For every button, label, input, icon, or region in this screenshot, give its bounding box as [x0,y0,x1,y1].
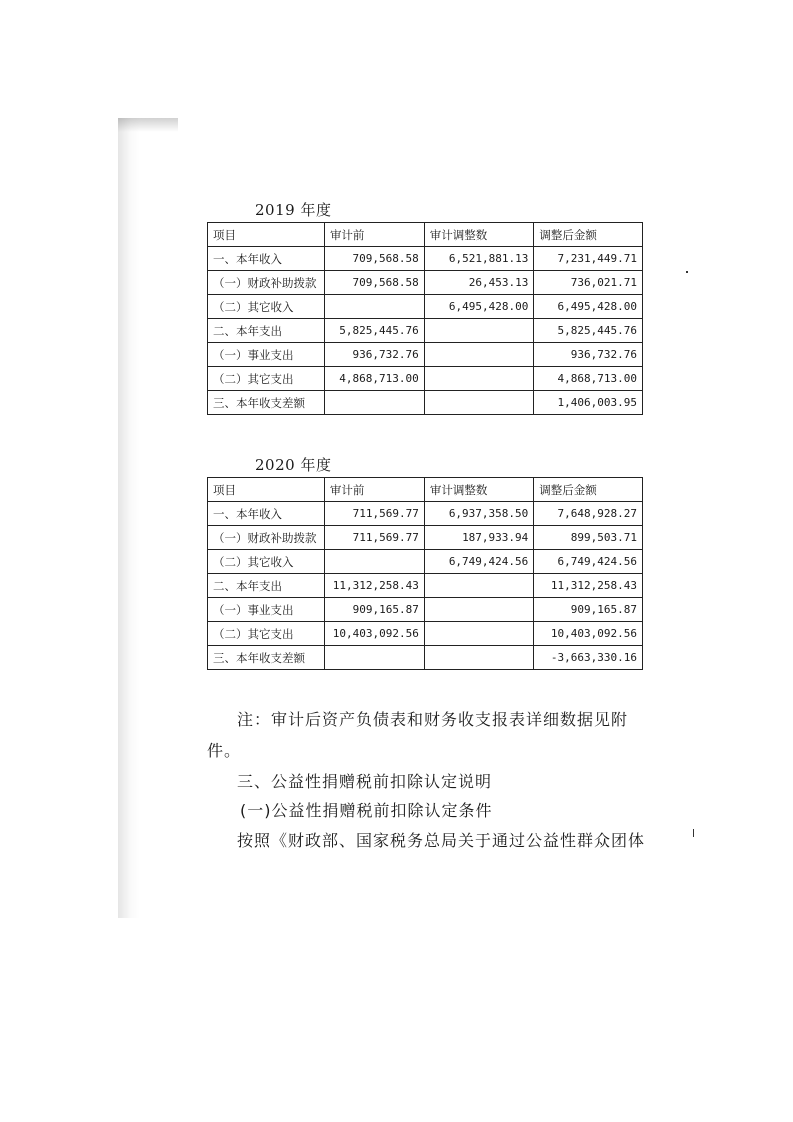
cell-adjusted: 7,231,449.71 [534,247,643,271]
cell-adjusted: 10,403,092.56 [534,622,643,646]
cell-before-audit: 709,568.58 [324,247,424,271]
cell-adjustment [424,646,533,670]
column-header: 调整后金额 [534,478,643,502]
note-line-2: 件。 [207,741,242,760]
cell-adjusted: 899,503.71 [534,526,643,550]
cell-adjusted: 736,021.71 [534,271,643,295]
scan-shadow-left [118,118,140,918]
cell-adjustment [424,622,533,646]
column-header: 审计调整数 [424,223,534,247]
table-header-row [208,478,643,502]
cell-adjustment: 187,933.94 [424,526,533,550]
cell-before-audit: 909,165.87 [324,598,424,622]
cell-adjustment [424,343,534,367]
row-label: 一、本年收入 [208,502,325,526]
row-label: 三、本年收支差额 [208,646,325,670]
column-header: 审计前 [324,223,424,247]
table-row [208,295,643,319]
row-label: （一）事业支出 [208,343,325,367]
cell-before-audit: 711,569.77 [324,502,424,526]
subsection-heading: (一)公益性捐赠税前扣除认定条件 [240,801,493,820]
cell-adjustment: 6,521,881.13 [424,247,534,271]
audit-table-2020 [207,477,643,670]
table-row [208,574,643,598]
cell-adjustment: 26,453.13 [424,271,534,295]
cell-before-audit [324,550,424,574]
body-paragraph: 按照《财政部、国家税务总局关于通过公益性群众团体 [237,831,646,850]
cell-adjustment [424,367,534,391]
table-row [208,319,643,343]
cell-before-audit: 709,568.58 [324,271,424,295]
row-label: 一、本年收入 [208,247,325,271]
table-row [208,391,643,415]
row-label: （二）其它收入 [208,295,325,319]
row-label: （二）其它收入 [208,550,325,574]
cell-adjusted: 7,648,928.27 [534,502,643,526]
cell-adjusted: 909,165.87 [534,598,643,622]
cell-adjustment [424,574,533,598]
table-2019-heading: 2019 年度 [255,201,332,219]
cell-adjustment: 6,495,428.00 [424,295,534,319]
column-header: 项目 [208,223,325,247]
cell-before-audit [324,295,424,319]
scan-speck [686,271,688,273]
cell-adjustment: 6,749,424.56 [424,550,533,574]
audit-table-2019 [207,222,643,415]
scan-speck [693,829,694,837]
table-row [208,343,643,367]
row-label: （一）财政补助拨款 [208,271,325,295]
row-label: 二、本年支出 [208,574,325,598]
cell-adjusted: 6,749,424.56 [534,550,643,574]
table-row [208,502,643,526]
scan-shadow-top [118,118,178,132]
cell-adjustment: 6,937,358.50 [424,502,533,526]
table-row [208,526,643,550]
cell-adjusted: 11,312,258.43 [534,574,643,598]
row-label: （二）其它支出 [208,622,325,646]
cell-before-audit: 10,403,092.56 [324,622,424,646]
table-row [208,550,643,574]
cell-adjusted: 6,495,428.00 [534,295,643,319]
table-row [208,247,643,271]
cell-before-audit: 5,825,445.76 [324,319,424,343]
section-heading: 三、公益性捐赠税前扣除认定说明 [237,772,493,791]
cell-adjusted: 4,868,713.00 [534,367,643,391]
cell-adjusted: 936,732.76 [534,343,643,367]
cell-adjustment [424,598,533,622]
cell-before-audit: 11,312,258.43 [324,574,424,598]
cell-adjusted: 5,825,445.76 [534,319,643,343]
column-header: 项目 [208,478,325,502]
table-row [208,646,643,670]
cell-adjustment [424,319,534,343]
cell-adjustment [424,391,534,415]
row-label: （二）其它支出 [208,367,325,391]
cell-before-audit: 4,868,713.00 [324,367,424,391]
column-header: 调整后金额 [534,223,643,247]
cell-adjusted: -3,663,330.16 [534,646,643,670]
table-row [208,598,643,622]
cell-before-audit: 936,732.76 [324,343,424,367]
row-label: （一）事业支出 [208,598,325,622]
note-line-1: 注：审计后资产负债表和财务收支报表详细数据见附 [237,710,629,729]
cell-before-audit [324,646,424,670]
column-header: 审计前 [324,478,424,502]
cell-before-audit [324,391,424,415]
table-row [208,367,643,391]
row-label: （一）财政补助拨款 [208,526,325,550]
table-row [208,271,643,295]
table-row [208,622,643,646]
table-header-row [208,223,643,247]
row-label: 二、本年支出 [208,319,325,343]
column-header: 审计调整数 [424,478,533,502]
table-2020-heading: 2020 年度 [255,456,332,474]
row-label: 三、本年收支差额 [208,391,325,415]
cell-before-audit: 711,569.77 [324,526,424,550]
cell-adjusted: 1,406,003.95 [534,391,643,415]
